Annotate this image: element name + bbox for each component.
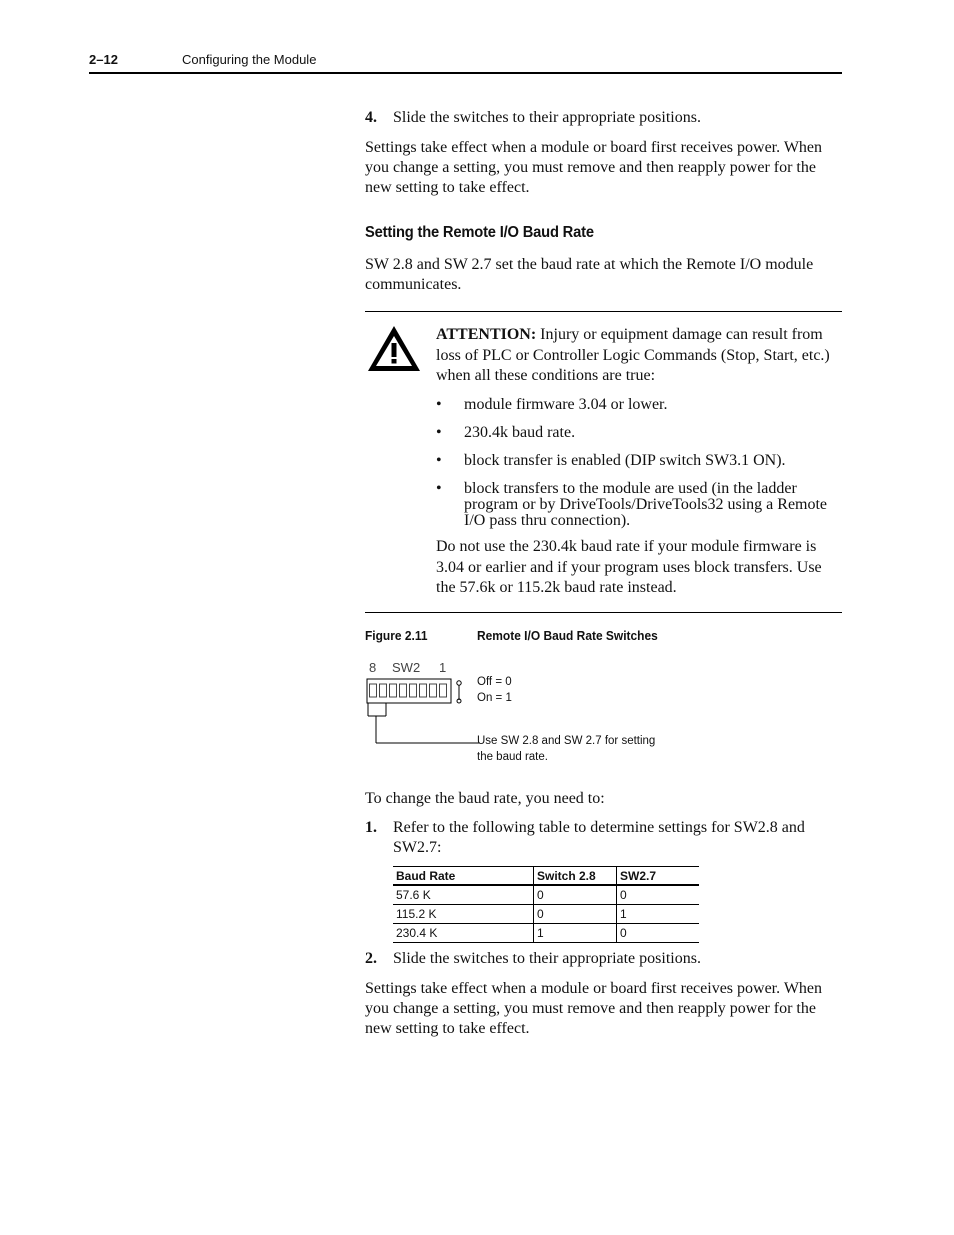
running-head: Configuring the Module [182, 52, 317, 67]
column-header: Switch 2.8 [534, 867, 617, 886]
table-cell: 0 [534, 885, 617, 905]
switch-label-8: 8 [369, 660, 377, 675]
dip-switch-diagram [360, 655, 690, 770]
on-legend: On = 1 [477, 692, 512, 704]
table-cell: 0 [534, 905, 617, 924]
table-cell: 57.6 K [393, 885, 534, 905]
bullet-glyph: • [436, 480, 442, 497]
bullet-item: block transfer is enabled (DIP switch SW3.1 ON). [464, 452, 786, 469]
table-header-row [393, 867, 699, 886]
step-number: 2. [365, 950, 377, 967]
bullet-item: module firmware 3.04 or lower. [464, 396, 668, 413]
step-text: Slide the switches to their appropriate positions. [393, 109, 701, 126]
table-cell: 230.4 K [393, 924, 534, 943]
callout-line-2: the baud rate. [477, 751, 548, 763]
bullet-item: 230.4k baud rate. [464, 424, 576, 441]
section-heading: Setting the Remote I/O Baud Rate [365, 224, 594, 241]
bullet-item: block transfers to the module are used (in the ladder program or by DriveTools/DriveTools32 using a Remote I/O pass thru connection). [464, 480, 828, 529]
step-1 [365, 818, 843, 860]
attention-bottom-rule [365, 612, 842, 613]
step-text: Slide the switches to their appropriate positions. [393, 950, 701, 967]
step-number: 4. [365, 109, 377, 126]
table-cell: 115.2 K [393, 905, 534, 924]
table-row [393, 905, 699, 924]
attention-top-rule [365, 311, 842, 312]
table-cell: 0 [617, 924, 700, 943]
page-number: 2–12 [89, 52, 118, 67]
step-number: 1. [365, 819, 377, 836]
step-2 [365, 949, 843, 971]
switch-label-1: 1 [439, 660, 447, 675]
table-cell: 1 [534, 924, 617, 943]
figure-title: Remote I/O Baud Rate Switches [477, 628, 658, 643]
settings-paragraph: Settings take effect when a module or board first receives power. When you change a setting, you must remove and then reapply power for the new setting to take effect. [365, 980, 823, 1037]
bullet-glyph: • [436, 396, 442, 413]
callout-line-1: Use SW 2.8 and SW 2.7 for setting [477, 735, 656, 747]
table-cell: 1 [617, 905, 700, 924]
dip-switch-graphic [360, 655, 490, 747]
attention-label: ATTENTION: [436, 326, 537, 343]
baud-rate-table [393, 866, 699, 943]
column-header: SW2.7 [617, 867, 700, 886]
procedure-lead-in: To change the baud rate, you need to: [365, 790, 605, 807]
attention-text [436, 325, 836, 387]
table-row [393, 924, 699, 943]
attention-note: Do not use the 230.4k baud rate if your module firmware is 3.04 or earlier and if your program uses block transfers. Use the 57.6k or 115.2k baud rate instead. [436, 538, 822, 596]
step-text: Refer to the following table to determine settings for SW2.8 and SW2.7: [393, 819, 805, 856]
figure-label: Figure 2.11 [365, 628, 428, 643]
table-cell: 0 [617, 885, 700, 905]
table-row [393, 885, 699, 905]
bullet-glyph: • [436, 452, 442, 469]
settings-paragraph: Settings take effect when a module or board first receives power. When you change a setting, you must remove and then reapply power for the new setting to take effect. [365, 139, 823, 196]
section-description: SW 2.8 and SW 2.7 set the baud rate at which the Remote I/O module communicates. [365, 256, 814, 293]
bullet-glyph: • [436, 424, 442, 441]
page-header [89, 52, 842, 74]
warning-triangle-icon [366, 324, 422, 374]
column-header: Baud Rate [393, 867, 534, 886]
attention-body: Injury or equipment damage can result from loss of PLC or Controller Logic Commands (Stop, Start, etc.) when all these conditions are true: [436, 326, 830, 384]
step-4 [365, 108, 843, 130]
switch-name-label: SW2 [392, 660, 421, 675]
off-legend: Off = 0 [477, 676, 512, 688]
